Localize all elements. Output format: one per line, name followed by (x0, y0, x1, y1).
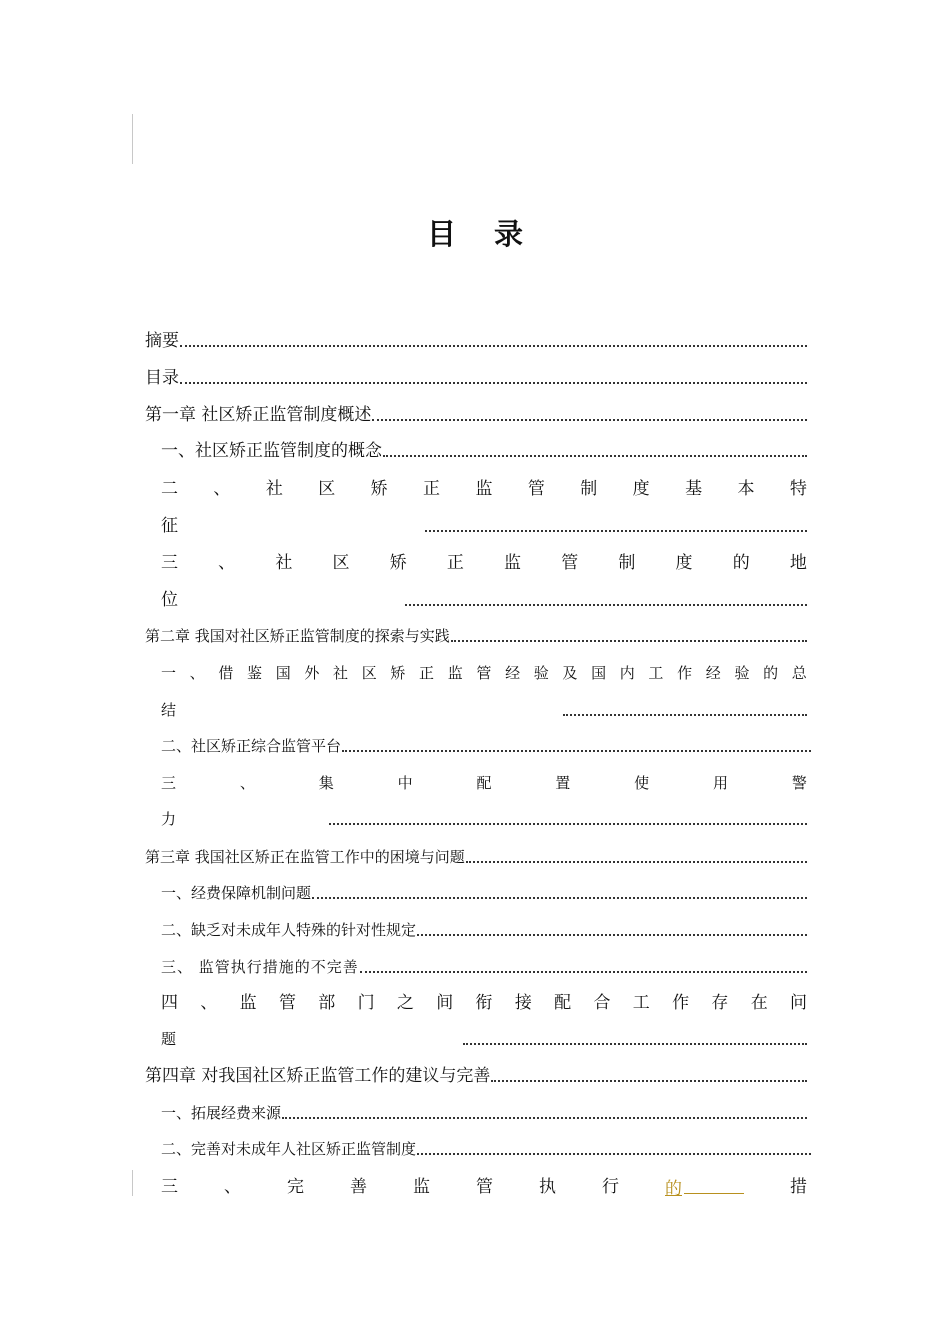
toc-char: 正 (419, 664, 435, 682)
toc-char: 完 (287, 1177, 304, 1197)
toc-char: 本 (737, 479, 755, 499)
toc-char: 工 (648, 664, 664, 682)
toc-entry-2-2[interactable] (161, 734, 811, 758)
toc-char: 力 (161, 810, 177, 828)
toc-char: 验 (734, 664, 750, 682)
toc-label: 三、 监管执行措施的不完善 (161, 958, 359, 976)
crop-mark-bottom (132, 1170, 133, 1196)
toc-char: 借 (218, 664, 234, 682)
dot-leader (451, 640, 807, 642)
toc-label: 第四章 对我国社区矫正监管工作的建议与完善 (145, 1066, 491, 1086)
toc-entry-1-3-cont (161, 588, 807, 612)
toc-char: 、 (224, 1177, 241, 1197)
toc-label: 目录 (145, 368, 179, 388)
toc-char: 征 (161, 516, 178, 536)
toc-char: 措 (790, 1177, 807, 1197)
toc-char: 验 (533, 664, 549, 682)
toc-char: 管 (278, 993, 296, 1013)
toc-char: 管 (527, 479, 545, 499)
toc-char: 三 (161, 774, 177, 792)
toc-char: 管 (561, 553, 579, 573)
toc-entry-3-4[interactable] (161, 991, 807, 1015)
toc-char: 三 (161, 1177, 178, 1197)
toc-char: 接 (514, 993, 532, 1013)
toc-char: 合 (593, 993, 611, 1013)
toc-label: 第一章 社区矫正监管制度概述 (145, 405, 372, 425)
toc-char: 三 (161, 553, 178, 573)
toc-char: 配 (554, 993, 572, 1013)
toc-entry-2-1-cont (161, 698, 807, 722)
dot-leader (491, 1080, 807, 1082)
toc-char: 管 (476, 664, 492, 682)
toc-char: 经 (505, 664, 521, 682)
toc-char: 置 (555, 774, 571, 792)
toc-char: 监 (447, 664, 463, 682)
toc-char: 中 (397, 774, 413, 792)
dot-leader (417, 934, 807, 936)
toc-char: 二 (161, 479, 178, 499)
toc-label: 二、社区矫正综合监管平台 (161, 737, 342, 755)
toc-entry-1-3[interactable] (161, 551, 807, 575)
toc-char: 总 (791, 664, 807, 682)
dot-leader (180, 345, 807, 347)
dot-leader (466, 861, 807, 863)
toc-entry-1-2[interactable] (161, 477, 807, 501)
toc-char: 及 (562, 664, 578, 682)
dot-leader (383, 455, 807, 457)
dot-leader (425, 530, 807, 532)
toc-char: 社 (333, 664, 349, 682)
toc-char: 用 (713, 774, 729, 792)
toc-entry-2-3[interactable] (161, 771, 807, 795)
toc-char: 、 (218, 553, 236, 573)
toc-char: 行 (602, 1177, 619, 1197)
toc-char: 位 (161, 590, 178, 610)
toc-char: 区 (361, 664, 377, 682)
toc-char: 、 (200, 993, 218, 1013)
toc-entry-1-2-cont (161, 514, 807, 538)
toc-char: 使 (634, 774, 650, 792)
toc-char: 在 (750, 993, 768, 1013)
toc-char: 度 (632, 479, 650, 499)
dot-leader (417, 1153, 811, 1155)
toc-entry-3-2[interactable] (161, 918, 807, 942)
dot-leader (329, 823, 807, 825)
toc-entry-contents[interactable] (145, 366, 807, 390)
toc-char: 地 (789, 553, 807, 573)
toc-char: 特 (789, 479, 807, 499)
toc-char: 题 (161, 1030, 177, 1048)
toc-char: 集 (318, 774, 334, 792)
toc-char: 正 (423, 479, 441, 499)
toc-char: 门 (357, 993, 375, 1013)
toc-entry-3-3[interactable] (161, 955, 807, 979)
toc-char: 善 (350, 1177, 367, 1197)
toc-char: 经 (705, 664, 721, 682)
toc-char: 区 (332, 553, 350, 573)
toc-char: 制 (618, 553, 636, 573)
toc-char: 管 (476, 1177, 493, 1197)
toc-char: 基 (685, 479, 703, 499)
dot-leader (563, 714, 807, 716)
dot-leader (360, 971, 807, 973)
toc-label: 一、社区矫正监管制度的概念 (161, 441, 382, 461)
toc-entry-3-4-cont (161, 1027, 807, 1051)
toc-entry-4-2[interactable] (161, 1137, 811, 1161)
toc-label: 摘要 (145, 331, 179, 351)
toc-char: 内 (619, 664, 635, 682)
dot-leader (372, 419, 807, 421)
toc-char: 度 (675, 553, 693, 573)
toc-char: 国 (275, 664, 291, 682)
toc-char: 配 (476, 774, 492, 792)
toc-entry-4-1[interactable] (161, 1101, 807, 1125)
toc-char: 外 (304, 664, 320, 682)
toc-char: 结 (161, 701, 177, 719)
dot-leader (405, 604, 807, 606)
toc-label: 第三章 我国社区矫正在监管工作中的困境与问题 (145, 848, 465, 866)
toc-char: 、 (239, 774, 255, 792)
toc-char: 社 (265, 479, 283, 499)
toc-entry-chapter-1[interactable] (145, 403, 807, 427)
toc-char: 监 (239, 993, 257, 1013)
toc-char: 监 (475, 479, 493, 499)
toc-entry-chapter-4[interactable] (145, 1064, 807, 1088)
toc-entry-chapter-3[interactable] (145, 845, 807, 869)
toc-char: 之 (396, 993, 414, 1013)
toc-char: 矫 (389, 553, 407, 573)
toc-char: 的 (763, 664, 779, 682)
toc-char: 监 (504, 553, 522, 573)
toc-label: 一、拓展经费来源 (161, 1104, 282, 1122)
hyperlink-text[interactable]: 的 (665, 1179, 682, 1199)
toc-label: 第二章 我国对社区矫正监管制度的探索与实践 (145, 627, 450, 645)
toc-char: 、 (189, 664, 205, 682)
dot-leader (312, 897, 807, 899)
toc-char: 国 (591, 664, 607, 682)
toc-char: 衔 (475, 993, 493, 1013)
toc-char: 警 (791, 774, 807, 792)
toc-char: 、 (213, 479, 231, 499)
toc-link-word[interactable] (665, 1175, 744, 1199)
toc-char: 一 (161, 664, 177, 682)
toc-char: 问 (790, 993, 807, 1013)
toc-char: 的 (732, 553, 750, 573)
toc-entry-2-1[interactable] (161, 661, 807, 685)
toc-char: 监 (413, 1177, 430, 1197)
toc-entry-1-1[interactable] (161, 439, 807, 463)
toc-char: 矫 (390, 664, 406, 682)
toc-label: 二、完善对未成年人社区矫正监管制度 (161, 1140, 417, 1158)
toc-entry-2-3-cont (161, 807, 807, 831)
toc-char: 工 (632, 993, 650, 1013)
toc-char: 社 (275, 553, 293, 573)
toc-entry-4-3[interactable] (161, 1175, 807, 1199)
toc-char: 存 (711, 993, 729, 1013)
dot-leader (463, 1043, 807, 1045)
hyperlink-underline (684, 1175, 744, 1194)
toc-char: 矫 (370, 479, 388, 499)
dot-leader (180, 382, 807, 384)
toc-char: 区 (318, 479, 336, 499)
dot-leader (342, 750, 811, 752)
dot-leader (282, 1117, 807, 1119)
toc-entry-3-1[interactable] (161, 881, 807, 905)
toc-char: 间 (436, 993, 454, 1013)
toc-char: 作 (672, 993, 690, 1013)
toc-char: 制 (580, 479, 598, 499)
toc-entry-abstract[interactable] (145, 329, 807, 353)
crop-mark-top (132, 114, 133, 164)
toc-label: 一、经费保障机制问题 (161, 884, 312, 902)
toc-entry-chapter-2[interactable] (145, 624, 807, 648)
toc-char: 鉴 (247, 664, 263, 682)
toc-char: 正 (446, 553, 464, 573)
toc-char: 作 (677, 664, 693, 682)
toc-char: 部 (318, 993, 336, 1013)
toc-char: 四 (161, 993, 178, 1013)
toc-char: 执 (539, 1177, 556, 1197)
page-title: 目 录 (426, 217, 538, 251)
toc-label: 二、缺乏对未成年人特殊的针对性规定 (161, 921, 417, 939)
